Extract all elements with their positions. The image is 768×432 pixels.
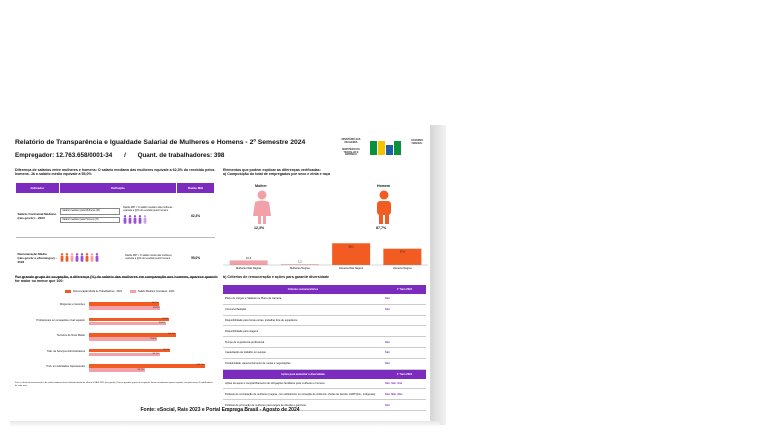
composition-value-label: 37,6 — [399, 250, 405, 254]
table-row: Ações de apoio e compartilhamento de obrigações familiares para mulheres e homens Sim, Sim, Sim — [223, 379, 426, 389]
indicator-label: Salário Contratual Mediano (rais.gov.br) – 2023 — [16, 194, 60, 238]
page-bottom-shadow — [10, 421, 440, 427]
composition-value-label: 1,3 — [298, 260, 302, 264]
person-icon — [75, 253, 79, 262]
person-icon — [65, 253, 69, 262]
composition-value-label: 10,6 — [246, 256, 252, 260]
person-icon — [80, 253, 84, 262]
person-icon — [133, 215, 137, 224]
table-row: Capacitação de trabalho em equipe Sim — [223, 347, 426, 358]
men-label: Homem — [377, 184, 391, 188]
person-icon — [90, 253, 94, 262]
table-row: Disponibilidade para viagens — [223, 326, 426, 337]
occupation-value-label: 135,1% — [196, 364, 204, 367]
col-indicator: Indicador — [16, 183, 60, 194]
occupation-value-label: 95,0% — [163, 348, 170, 351]
occupation-label: Profissionais em ocupações nível superior — [36, 318, 85, 322]
person-icon — [85, 253, 89, 262]
women-label: Mulher — [255, 184, 267, 188]
person-icon — [143, 215, 147, 224]
col-definition: Definição — [59, 183, 176, 194]
table-row: Produtividade, desenvolvimento de metas e negociações Sim — [223, 358, 426, 369]
occupation-value-label: 83,2% — [153, 306, 160, 309]
employer-line — [15, 152, 224, 159]
employer-id: Empregador: 12.763.658/0001-34 — [15, 152, 113, 159]
brasil-logo-icon — [370, 139, 402, 157]
definition-cell — [59, 194, 176, 238]
intro-text: Diferença de salários entre mulheres e homens: O salário mediano das mulheres equivale a 62,3% do recebido pelos homens. Já o salário médio equivale a 55,0% — [15, 168, 215, 177]
legend-item-salary: Salário Mediano Contratual - 2023 — [130, 290, 174, 293]
ministry-women-logo: MINISTÉRIO DAS MULHERES — [341, 139, 361, 144]
footnote: Para o cálculo da remuneração e do salário mediano foram utilizados dados de eSocial e RAIS 2023 (rais.gov.br). Para os grandes grupos de ocupação, foram consideradas apenas aquelas com pelo menos 3 trabalhadores de cada sexo. — [15, 382, 213, 387]
col-ratio: Razão M/H — [177, 183, 215, 194]
table-row — [16, 238, 215, 278]
occupation-legend — [65, 290, 174, 293]
median-ratio-value: 62,3% — [177, 194, 215, 238]
gov-federal-label: GOVERNO FEDERAL — [411, 140, 423, 145]
worker-count: Quant. de trabalhadores: 398 — [137, 152, 225, 159]
person-icon — [138, 215, 142, 224]
indicator-table — [15, 182, 215, 278]
composition-value-label: 50,1 — [348, 245, 354, 249]
source-line: Fonte: eSocial, Rais 2023 e Portal Emprega Brasil - Agosto de 2024 — [140, 407, 300, 413]
occupation-bar — [89, 364, 205, 368]
composition-bar-chart — [223, 232, 428, 274]
criteria-title: b) Critérios de remuneração e ações para garantir diversidade — [223, 275, 330, 279]
men-median-note: Salário mediano para Homens (H) — [60, 217, 120, 224]
criteria-table — [223, 285, 426, 411]
indicator-label: Remuneração Média (rais.gov.br e eSocial.gov) – 2023 — [16, 238, 60, 278]
occupation-row — [15, 331, 215, 343]
person-icon — [60, 253, 64, 262]
table-row: Disponibilidade para horas extras, trabalhar fora do expediente — [223, 315, 426, 326]
report-title: Relatório de Transparência e Igualdade Salarial de Mulheres e Homens - 2º Semestre 2024 — [15, 139, 306, 146]
men-pct: 87,7% — [376, 226, 387, 230]
composition-category-label: Homens Não Negros — [339, 267, 364, 270]
person-icon — [128, 215, 132, 224]
table-row: Tempo de experiência profissional Sim — [223, 337, 426, 348]
composition-text — [223, 168, 428, 177]
criteria-header: Critérios remuneratórios — [223, 285, 383, 294]
average-ratio-value: 55,0% — [177, 238, 215, 278]
table-row: Políticas de promoção de mulheres para cargos de direção e gerência Sim — [223, 400, 426, 411]
women-pct: 12,3% — [254, 226, 265, 230]
occupation-value-label: 93,9% — [162, 317, 169, 320]
report-page — [10, 125, 430, 421]
women-median-note: Salário mediano para Mulheres (M) — [60, 208, 120, 215]
woman-figure-icon — [251, 190, 273, 224]
page-edge-shadow — [430, 125, 446, 425]
occupation-value-label: 82,1% — [152, 302, 159, 305]
occupation-row — [15, 362, 215, 374]
criteria-year: 1º Sem 2024 — [383, 285, 426, 294]
ministry-labor-logo: MINISTÉRIO DO TRABALHO E EMPREGO — [342, 149, 360, 157]
occupation-label: Trab. em Atividades Operacionais — [46, 365, 85, 368]
occupation-value-label: 65,1% — [137, 368, 144, 371]
occupation-value-label: 90,1% — [159, 322, 166, 324]
composition-category-label: Homens Negros — [393, 267, 412, 270]
legend-item-remuneration: Remuneração Média de Trabalhadores - 2023 — [65, 290, 122, 293]
composition-bar — [230, 260, 268, 265]
composition-category-label: Mulheres Negras — [290, 267, 310, 270]
table-row: Concurso/Seleção Sim — [223, 304, 426, 315]
occupation-row — [15, 316, 215, 328]
occupation-value-label: 101,6% — [167, 333, 176, 336]
table-row: Plano de Cargos e Salários ou Plano de Carreira Sim — [223, 294, 426, 304]
occupation-title: Por grande grupo de ocupação, a diferença (%) do salário das mulheres em comparação aos homens, aparece quando for maior ou menor que 100: — [15, 275, 218, 284]
separator: / — [124, 152, 126, 159]
average-ratio-note: Razão M/H = O salário médio das mulheres equivale a [x]% do recebido pelos homens — [125, 253, 172, 260]
diversity-year: 1º Sem 2024 — [383, 369, 426, 379]
occupation-row — [15, 347, 215, 359]
occupation-label: Técnicos de Nível Médio — [56, 334, 85, 337]
composition-panel — [223, 182, 428, 274]
person-icon — [95, 253, 99, 262]
table-row — [16, 194, 215, 238]
median-ratio-note: Razão M/H = O salário mediano das mulheres equivale a [x]% do recebido pelos homens — [123, 206, 173, 212]
composition-subtitle: a) Composição do total de empregados por sexo e etnia e raça — [223, 172, 331, 177]
diversity-header: Ações para aumentar a diversidade — [223, 369, 383, 379]
occupation-label: Trab. de Serviços Administrativos — [46, 349, 85, 353]
occupation-label: Dirigentes e Gerentes — [59, 303, 85, 306]
composition-title: Elementos que podem explicar as diferenças verificadas: — [223, 168, 321, 172]
definition-cell — [59, 238, 176, 278]
composition-category-label: Mulheres Não Negras — [236, 267, 262, 270]
occupation-row — [15, 300, 215, 312]
average-people-icons — [60, 253, 122, 262]
person-icon — [70, 253, 74, 262]
person-icon — [123, 215, 127, 224]
occupation-value-label: 82,7% — [152, 353, 159, 355]
man-figure-icon — [373, 190, 395, 224]
median-people-icons — [123, 215, 173, 224]
occupation-value-label: 79,6% — [150, 337, 157, 340]
government-logos — [340, 137, 428, 159]
table-row: Políticas de contratação de mulheres (negras, com deficiência, em situação de violência, chefes de família, LGBTQIA+, indígenas) Sim, Não, Não — [223, 389, 426, 400]
